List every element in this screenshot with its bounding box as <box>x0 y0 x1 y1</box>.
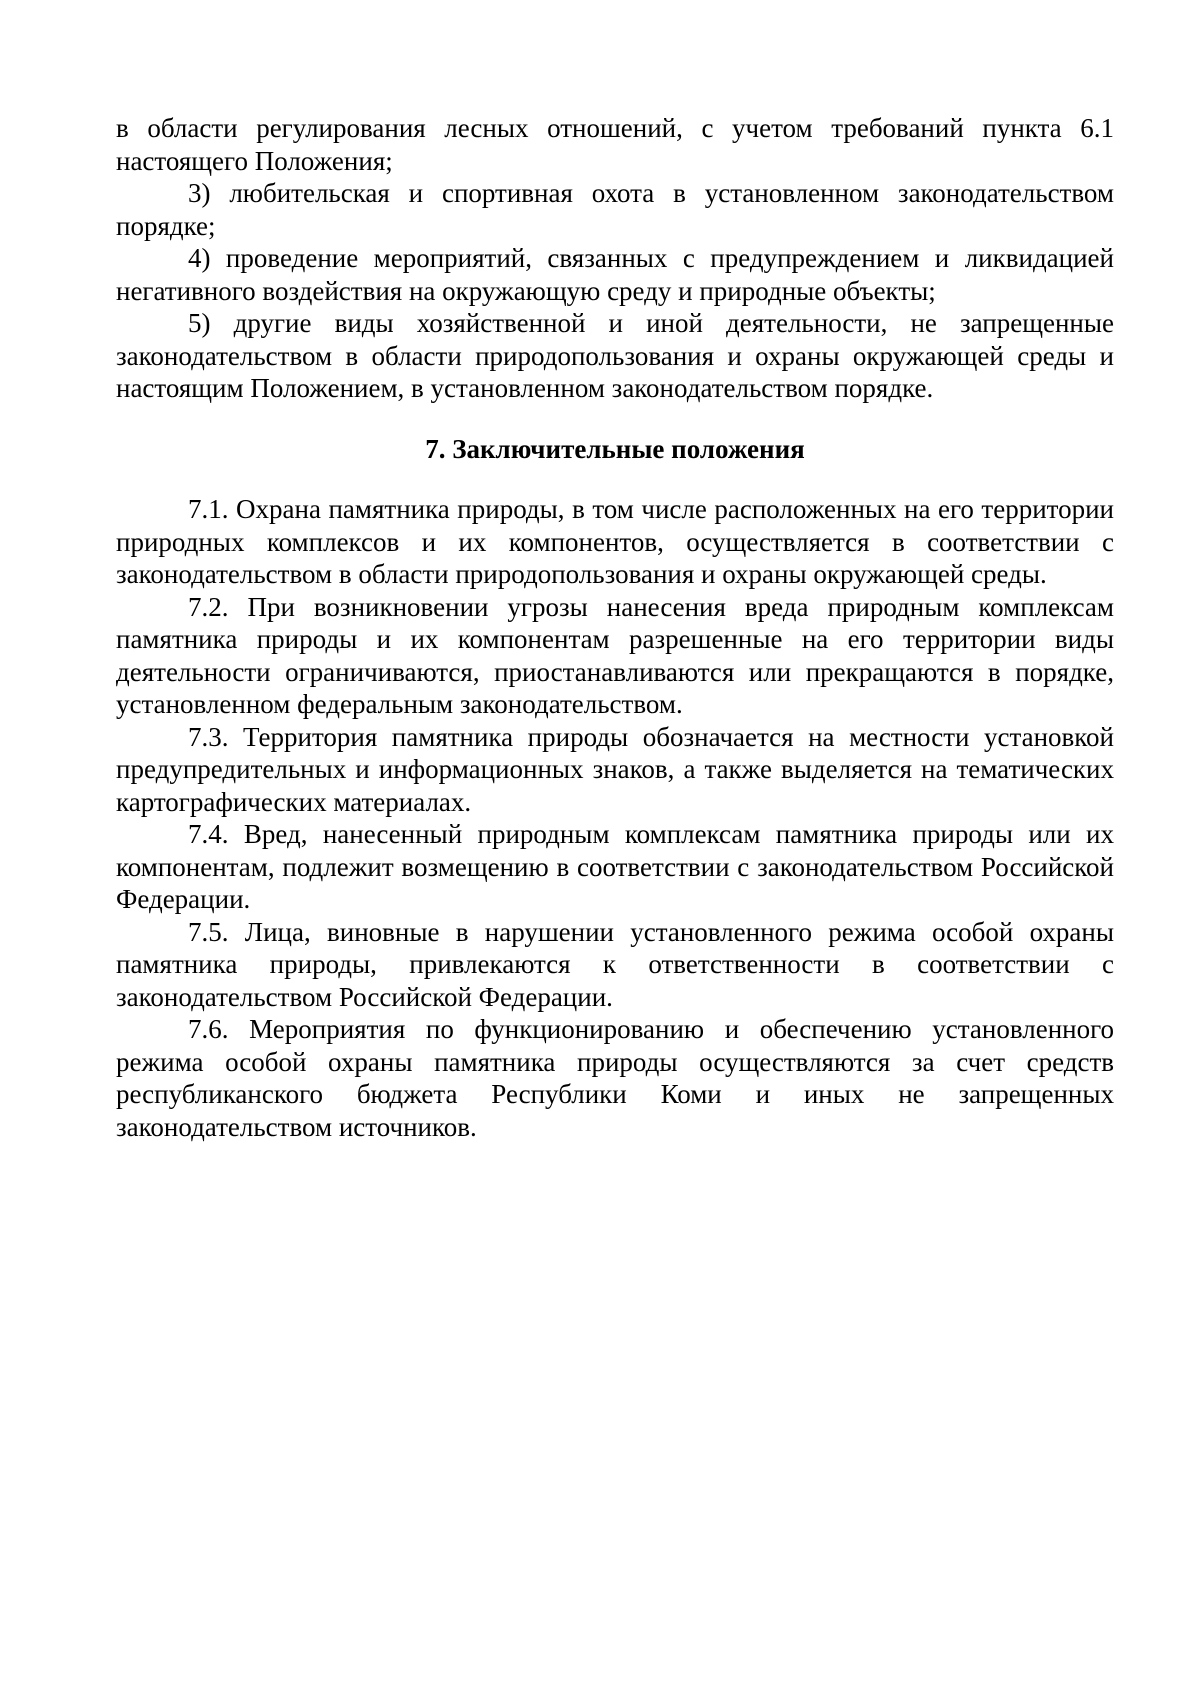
paragraph-7-6: 7.6. Мероприятия по функционированию и обеспечению установленного режима особой охраны памятника природы осуществляются за счет средств республиканского бюджета Республики Коми и иных не запрещенных законодательством источников. <box>116 1014 1114 1142</box>
paragraph-forest-relations: в области регулирования лесных отношений, с учетом требований пункта 6.1 настоящего Положения; <box>116 113 1114 176</box>
paragraph-negative-impact: 4) проведение мероприятий, связанных с предупреждением и ликвидацией негативного воздействия на окружающую среду и природные объекты; <box>116 243 1114 306</box>
paragraph-hunting: 3) любительская и спортивная охота в установленном законодательством порядке; <box>116 178 1114 241</box>
paragraph-7-1: 7.1. Охрана памятника природы, в том числе расположенных на его территории природных комплексов и их компонентов, осуществляется в соответствии с законодательством в области природопользования и охраны окружающей среды. <box>116 494 1114 589</box>
paragraph-other-activities: 5) другие виды хозяйственной и иной деятельности, не запрещенные законодательством в области природопользования и охраны окружающей среды и настоящим Положением, в установленном законодательством порядке. <box>116 308 1114 403</box>
paragraph-7-3: 7.3. Территория памятника природы обозначается на местности установкой предупредительных и информационных знаков, а также выделяется на тематических картографических материалах. <box>116 721 1114 817</box>
paragraph-7-4: 7.4. Вред, нанесенный природным комплексам памятника природы или их компонентам, подлежит возмещению в соответствии с законодательством Российской Федерации. <box>116 819 1114 914</box>
section-heading: 7. Заключительные положения <box>425 433 805 464</box>
paragraph-7-2: 7.2. При возникновении угрозы нанесения вреда природным комплексам памятника природы и их компонентам разрешенные на его территории виды деятельности ограничиваются, приостанавливаются или прекращаются в порядке, установленном федеральным законодательством. <box>116 591 1114 719</box>
paragraph-7-5: 7.5. Лица, виновные в нарушении установленного режима особой охраны памятника природы, привлекаются к ответственности в соответствии с законодательством Российской Федерации. <box>116 916 1114 1012</box>
document-page <box>116 112 1114 1143</box>
